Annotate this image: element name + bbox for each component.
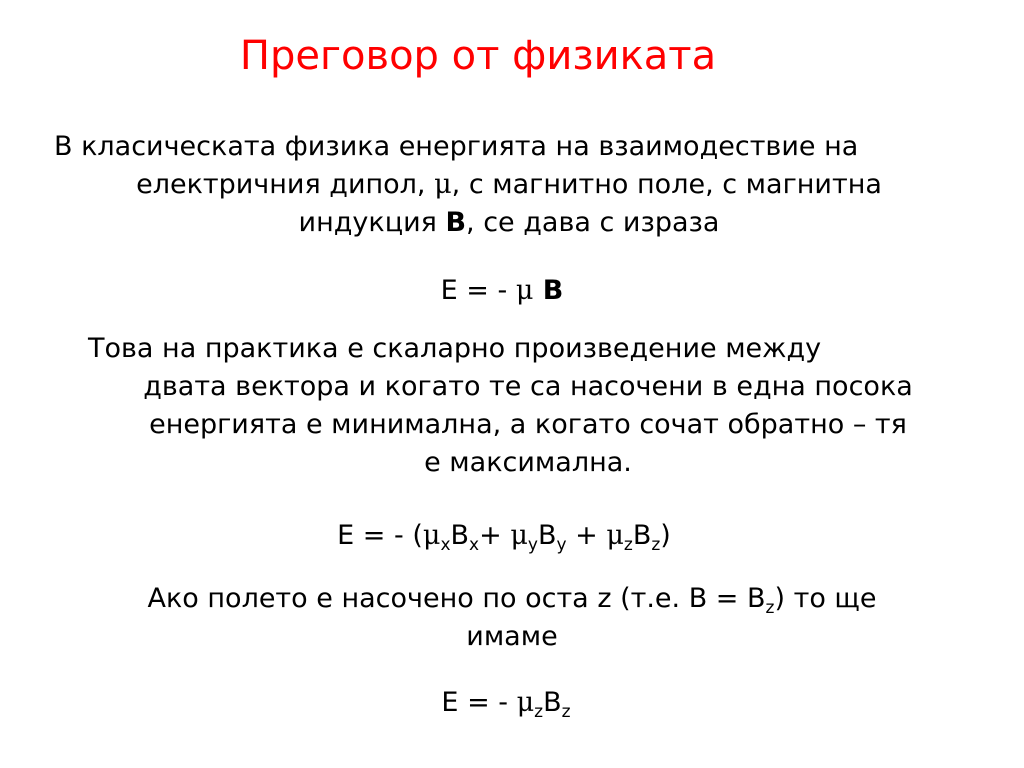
mu-symbol: μ <box>422 520 441 551</box>
paragraph-line <box>147 583 877 618</box>
paragraph-line: Това на практика е скаларно произведение между <box>88 333 822 364</box>
text-span: B <box>543 687 562 718</box>
subscript-x: x <box>469 535 480 555</box>
mu-symbol: μ <box>515 275 534 306</box>
text-span: E = - <box>441 687 517 718</box>
text-span: ) <box>660 520 671 551</box>
subscript-z: z <box>561 702 571 722</box>
text-span: B <box>450 520 470 551</box>
paragraph-line: В класическата физика енергията на взаимодествие на <box>54 131 859 162</box>
subscript-z: z <box>651 535 661 555</box>
text-span: ) то ще <box>774 583 877 614</box>
text-span: E = - ( <box>337 520 423 551</box>
formula-energy-components <box>0 517 1016 555</box>
mu-symbol: μ <box>434 169 452 200</box>
text-span: B <box>537 520 557 551</box>
subscript-z: z <box>623 535 633 555</box>
text-span: , се дава с израза <box>466 207 720 238</box>
formula-energy-z <box>0 684 1018 722</box>
paragraph-line: двата вектора и когато те са насочени в една посока <box>143 371 913 402</box>
text-span: индукция <box>298 207 446 238</box>
vector-b: B <box>445 207 467 238</box>
subscript-y: y <box>556 535 567 555</box>
paragraph-line: е максимална. <box>424 447 632 478</box>
subscript-x: x <box>440 535 451 555</box>
subscript-y: y <box>527 535 538 555</box>
paragraph-line: имаме <box>466 621 558 652</box>
paragraph-line: енергията е минимална, а когато сочат обратно – тя <box>149 409 907 440</box>
text-span: E = - <box>440 275 516 306</box>
paragraph-line <box>136 169 882 200</box>
paragraph-line <box>299 207 720 238</box>
paragraph-field-along-z <box>40 580 984 656</box>
paragraph-classical-energy <box>54 128 964 242</box>
text-span: B <box>632 520 652 551</box>
mu-symbol: μ <box>510 520 528 551</box>
text-span: + <box>479 520 511 551</box>
subscript-z: z <box>765 598 775 618</box>
formula-energy-scalar <box>0 272 1014 310</box>
mu-symbol: μ <box>516 687 535 718</box>
text-span: електричния дипол, <box>136 169 435 200</box>
subscript-z: z <box>534 702 544 722</box>
vector-b: B <box>533 275 564 306</box>
text-span: + <box>566 520 607 551</box>
paragraph-scalar-product <box>88 330 968 482</box>
text-span: , с магнитно поле, с магнитна <box>451 169 882 200</box>
slide-title: Преговор от физиката <box>239 33 717 79</box>
mu-symbol: μ <box>606 520 624 551</box>
text-span: Ако полето е насочено по оста z (т.е. B = B <box>147 583 766 614</box>
